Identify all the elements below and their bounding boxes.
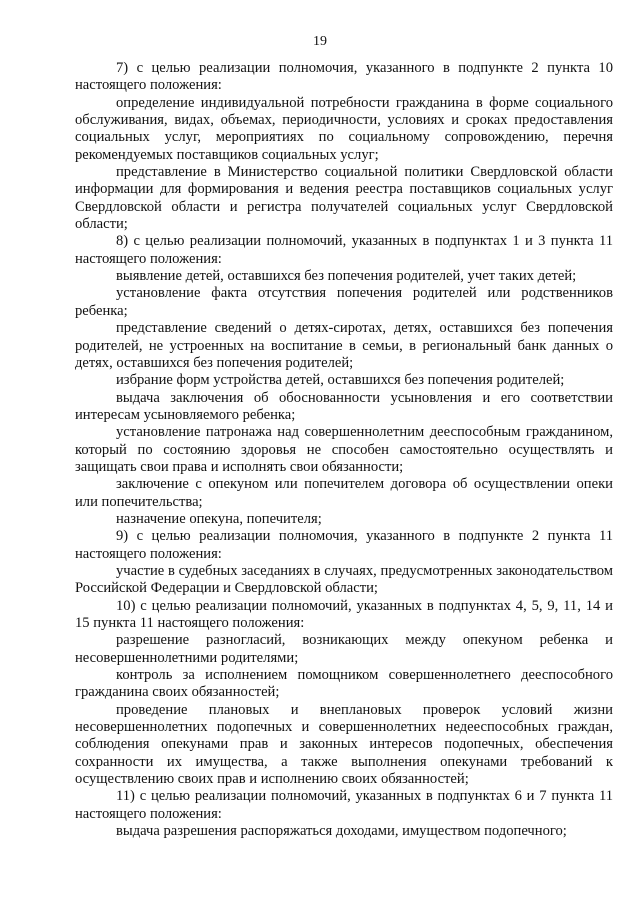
paragraph: избрание форм устройства детей, оставшихся без попечения родителей; — [116, 372, 565, 389]
paragraph: 11) с целью реализации полномочий, указанных в подпунктах 6 и 7 пункта 11 настоящего положения: — [75, 788, 613, 822]
paragraph: выдача разрешения распоряжаться доходами, имуществом подопечного; — [116, 823, 567, 840]
paragraph: представление в Министерство социальной политики Свердловской области информации для формирования и ведения реестра поставщиков социальных услуг Свердловской области и регистра получателей социальных услуг Свердловской области; — [75, 164, 613, 233]
paragraph: определение индивидуальной потребности гражданина в форме социального обслуживания, видах, объемах, периодичности, условиях и сроках предоставления социальных услуг, мероприятиях по социальному сопровождению, перечня рекомендуемых поставщиков социальных услуг; — [75, 94, 613, 163]
paragraph: разрешение разногласий, возникающих между опекуном ребенка и несовершеннолетними родителями; — [75, 632, 613, 666]
paragraph: представление сведений о детях-сиротах, детях, оставшихся без попечения родителей, не устроенных на воспитание в семьи, в региональный банк данных о детях, оставшихся без попечения родителей; — [75, 320, 613, 371]
paragraph: заключение с опекуном или попечителем договора об осуществлении опеки или попечительства; — [75, 476, 613, 510]
paragraph: назначение опекуна, попечителя; — [116, 510, 322, 527]
paragraph: 8) с целью реализации полномочий, указанных в подпунктах 1 и 3 пункта 11 настоящего положения: — [75, 233, 613, 267]
paragraph: 9) с целью реализации полномочия, указанного в подпункте 2 пункта 11 настоящего положения: — [75, 528, 613, 562]
paragraph: контроль за исполнением помощником совершеннолетнего дееспособного гражданина своих обязанностей; — [75, 667, 613, 701]
paragraph: 10) с целью реализации полномочий, указанных в подпунктах 4, 5, 9, 11, 14 и 15 пункта 11 настоящего положения: — [75, 597, 613, 631]
paragraph: выявление детей, оставшихся без попечения родителей, учет таких детей; — [116, 268, 577, 285]
page-number: 19 — [313, 34, 327, 49]
paragraph: проведение плановых и внеплановых проверок условий жизни несовершеннолетних подопечных и совершеннолетних недееспособных граждан, соблюдения опекунами прав и законных интересов подопечных, обеспечения сохранности их имущества, а также выполнения опекунами требований к осуществлению своих прав и исполнению своих обязанностей; — [75, 701, 613, 788]
paragraph: участие в судебных заседаниях в случаях, предусмотренных законодательством Российской Федерации и Свердловской области; — [75, 562, 613, 597]
paragraph: выдача заключения об обоснованности усыновления и его соответствии интересам усыновляемого ребенка; — [75, 389, 613, 423]
paragraph: установление факта отсутствия попечения родителей или родственников ребенка; — [75, 285, 613, 319]
paragraph: 7) с целью реализации полномочия, указанного в подпункте 2 пункта 10 настоящего положения: — [75, 60, 613, 94]
document-body — [75, 60, 613, 840]
paragraph: установление патронажа над совершеннолетним дееспособным гражданином, который по состоянию здоровья не способен самостоятельно осуществлять и защищать свои права и исполнять свои обязанности; — [75, 424, 613, 475]
